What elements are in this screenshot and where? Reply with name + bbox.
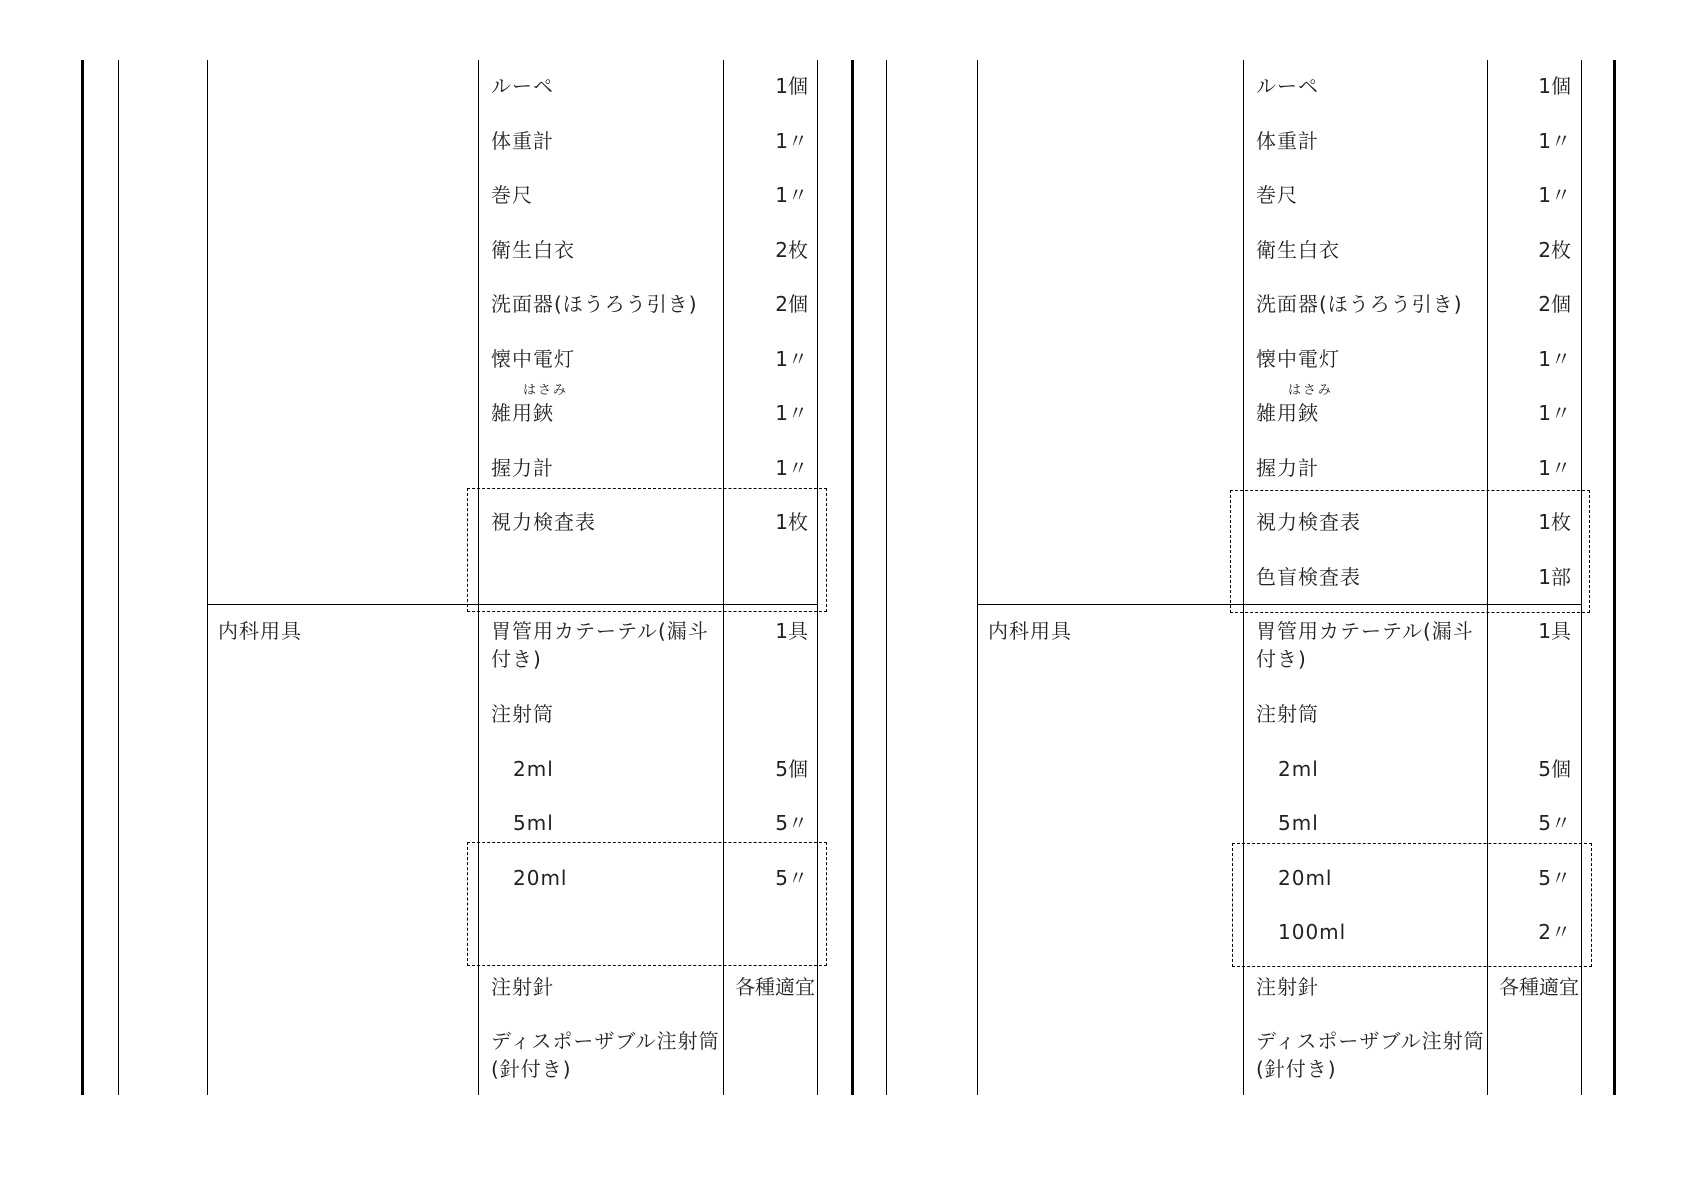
right-item-qty: 5〃 (1538, 866, 1571, 890)
right-border-outer-left (851, 60, 854, 1095)
right-item-name: 注射針 (1256, 975, 1319, 999)
right-item-qty: 1〃 (1538, 183, 1571, 207)
right-item-qty: 2枚 (1538, 238, 1571, 262)
left-change-box-2 (467, 842, 827, 966)
right-item-name: 体重計 (1256, 129, 1319, 153)
left-item-name: 5ml (513, 811, 554, 835)
right-item-qty: 1具 (1538, 619, 1571, 643)
left-item-name: 衛生白衣 (491, 238, 575, 262)
left-item-ruby: はさみ (523, 383, 569, 398)
right-item-qty: 2〃 (1538, 920, 1571, 944)
right-item-qty: 1〃 (1538, 129, 1571, 153)
left-item-name: 握力計 (491, 456, 554, 480)
left-item-name: 2ml (513, 757, 554, 781)
left-item-qty: 1〃 (775, 183, 808, 207)
right-item-qty: 1部 (1538, 565, 1571, 589)
left-item-qty: 各種適宜 (735, 975, 815, 999)
right-item-name: 雑用鋏 (1256, 401, 1319, 425)
left-change-box-1 (467, 488, 827, 612)
right-item-name: ディスポーザブル注射筒(針付き) (1256, 1029, 1485, 1081)
left-item-qty: 2枚 (775, 238, 808, 262)
right-item-name: 視力検査表 (1256, 510, 1361, 534)
left-item-qty: 2個 (775, 292, 808, 316)
right-item-name: 衛生白衣 (1256, 238, 1340, 262)
right-item-qty: 1個 (1538, 74, 1571, 98)
left-item-name: 注射針 (491, 975, 554, 999)
left-item-qty: 1〃 (775, 129, 808, 153)
right-border-col2 (977, 60, 978, 1095)
left-item-name: 20ml (513, 866, 568, 890)
right-item-qty: 各種適宜 (1499, 975, 1579, 999)
right-item-qty: 1枚 (1538, 510, 1571, 534)
left-item-qty: 1個 (775, 74, 808, 98)
left-item-qty: 1枚 (775, 510, 808, 534)
right-item-name: 100ml (1278, 920, 1347, 944)
right-item-name: 2ml (1278, 757, 1319, 781)
left-border-col2 (207, 60, 208, 1095)
left-item-qty: 1具 (775, 619, 808, 643)
right-item-name: 握力計 (1256, 456, 1319, 480)
right-item-name: 注射筒 (1256, 702, 1319, 726)
left-item-qty: 1〃 (775, 347, 808, 371)
left-section-label: 内科用具 (218, 619, 302, 643)
right-item-name: ルーペ (1256, 74, 1319, 98)
right-item-name: 懐中電灯 (1256, 347, 1340, 371)
right-item-ruby: はさみ (1288, 383, 1334, 398)
right-item-qty: 1〃 (1538, 401, 1571, 425)
left-item-name: 注射筒 (491, 702, 554, 726)
left-item-qty: 5個 (775, 757, 808, 781)
right-border-col1 (886, 60, 887, 1095)
right-item-name: 5ml (1278, 811, 1319, 835)
left-item-name: 洗面器(ほうろう引き) (491, 292, 698, 316)
right-item-name: 色盲検査表 (1256, 565, 1361, 589)
left-item-name: 体重計 (491, 129, 554, 153)
left-item-name: 巻尺 (491, 183, 533, 207)
left-item-name: 視力検査表 (491, 510, 596, 534)
right-item-qty: 1〃 (1538, 347, 1571, 371)
right-border-outer-right (1613, 60, 1616, 1095)
right-change-box-2 (1232, 843, 1592, 967)
left-border-col1 (118, 60, 119, 1095)
right-item-qty: 5〃 (1538, 811, 1571, 835)
left-item-name: 胃管用カテーテル(漏斗付き) (491, 619, 709, 671)
right-item-qty: 5個 (1538, 757, 1571, 781)
right-item-name: 巻尺 (1256, 183, 1298, 207)
left-item-name: ルーペ (491, 74, 554, 98)
left-item-qty: 1〃 (775, 401, 808, 425)
left-border-outer (81, 60, 84, 1095)
right-item-name: 胃管用カテーテル(漏斗付き) (1256, 619, 1474, 671)
left-item-qty: 1〃 (775, 456, 808, 480)
right-item-qty: 1〃 (1538, 456, 1571, 480)
right-item-name: 洗面器(ほうろう引き) (1256, 292, 1463, 316)
right-section-label: 内科用具 (988, 619, 1072, 643)
right-item-name: 20ml (1278, 866, 1333, 890)
left-item-name: ディスポーザブル注射筒(針付き) (491, 1029, 720, 1081)
left-item-name: 雑用鋏 (491, 401, 554, 425)
right-item-qty: 2個 (1538, 292, 1571, 316)
left-item-qty: 5〃 (775, 866, 808, 890)
left-item-qty: 5〃 (775, 811, 808, 835)
left-item-name: 懐中電灯 (491, 347, 575, 371)
